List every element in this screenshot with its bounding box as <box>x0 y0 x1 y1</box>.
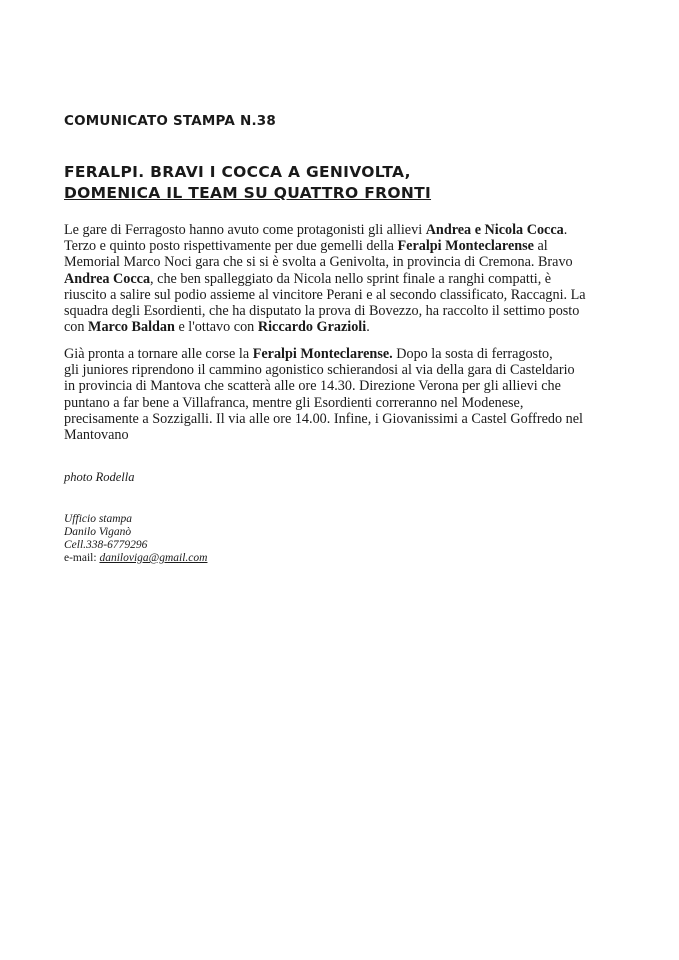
p1-line-5: riuscito a salire sul podio assieme al vincitore Perani e al secondo classificato, Raccagni. La <box>64 286 586 303</box>
text: . <box>366 319 370 336</box>
paragraph-1 <box>64 222 624 335</box>
text: . <box>563 222 568 238</box>
bold-name: Andrea Cocca <box>64 270 151 287</box>
email-link[interactable]: daniloviga@gmail.com <box>99 552 208 564</box>
text: Le gare di Ferragosto hanno avuto come protagonisti gli allievi <box>64 222 426 238</box>
p2-line-6: Mantovano <box>64 427 129 444</box>
bold-name: Andrea e Nicola Cocca <box>425 222 564 238</box>
email-label: e-mail: <box>64 552 100 564</box>
signature-email-line <box>64 552 207 565</box>
press-release-number: COMUNICATO STAMPA N.38 <box>64 113 276 129</box>
p1-line-2 <box>64 238 624 254</box>
signature-block <box>64 513 207 565</box>
text: Già pronta a tornare alle corse la <box>64 346 253 362</box>
text: con <box>64 319 89 336</box>
signature-name: Danilo Viganò <box>64 526 132 538</box>
photo-credit: photo Rodella <box>64 470 135 484</box>
bold-name: Marco Baldan <box>88 319 175 336</box>
p1-line-7 <box>64 319 624 335</box>
p2-line-4: puntano a far bene a Villafranca, mentre gli Esordienti correranno nel Modenese, <box>64 394 524 411</box>
p2-line-2: gli juniores riprendono il cammino agonistico schierandosi al via della gara di Casteldario <box>64 362 575 379</box>
signature-cell: Cell.338-6779296 <box>64 539 148 551</box>
text: Dopo la sosta di ferragosto, <box>392 346 553 362</box>
headline-line-1: FERALPI. BRAVI I COCCA A GENIVOLTA, <box>64 163 411 181</box>
bold-team: Feralpi Monteclarense. <box>252 346 393 362</box>
paragraph-2 <box>64 346 624 443</box>
text: , che ben spalleggiato da Nicola nello sprint finale a ranghi compatti, è <box>150 270 552 287</box>
headline-line-2: DOMENICA IL TEAM SU QUATTRO FRONTI <box>64 184 432 202</box>
text: Terzo e quinto posto rispettivamente per due gemelli della <box>64 238 398 255</box>
p2-line-5: precisamente a Sozzigalli. Il via alle ore 14.00. Infine, i Giovanissimi a Castel Goffredo nel <box>64 410 584 427</box>
p1-line-6: squadra degli Esordienti, che ha disputato la prova di Bovezzo, ha raccolto il settimo posto <box>64 303 580 320</box>
headline <box>64 162 431 204</box>
bold-team: Feralpi Monteclarense <box>397 238 534 255</box>
p2-line-3: in provincia di Mantova che scatterà alle ore 14.30. Direzione Verona per gli allievi che <box>64 378 561 395</box>
text: e l'ottavo con <box>174 319 258 336</box>
bold-name: Riccardo Grazioli <box>257 319 367 336</box>
p2-line-1 <box>64 346 624 362</box>
p1-line-3: Memorial Marco Noci gara che si si è svolta a Genivolta, in provincia di Cremona. Bravo <box>64 254 573 271</box>
text: al <box>533 238 548 255</box>
signature-office: Ufficio stampa <box>64 513 133 525</box>
p1-line-4 <box>64 271 624 287</box>
p1-line-1 <box>64 222 624 238</box>
